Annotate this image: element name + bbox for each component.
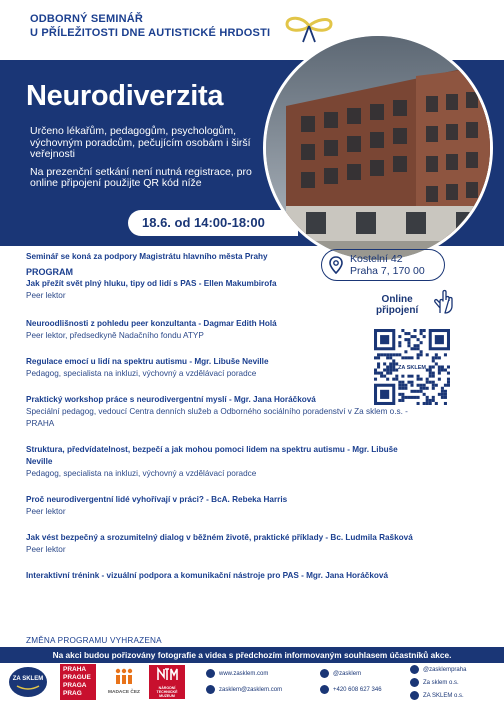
qr-module: [438, 378, 441, 381]
program-item-title: Jak vést bezpečný a srozumitelný dialog v běžném životě, praktické příklady - Bc. Ludmila Rašková: [26, 533, 413, 542]
svg-text:ZA SKLEM: ZA SKLEM: [12, 676, 44, 682]
ntm-line-1: NÁRODNÍ: [158, 686, 176, 690]
program-item-speaker-role: Peer lektor, předsedkyně Nadačního fondu ATYP: [26, 331, 204, 340]
qr-module: [432, 384, 435, 387]
qr-module: [444, 396, 447, 399]
at-icon: [320, 669, 329, 678]
qr-module: [441, 369, 444, 372]
qr-module: [435, 402, 438, 405]
instagram-link[interactable]: [410, 665, 466, 674]
event-title: Neurodiverzita: [26, 80, 224, 112]
globe-icon: [206, 669, 215, 678]
email-link[interactable]: [206, 685, 282, 694]
event-description: [30, 126, 280, 196]
qr-module: [426, 399, 429, 402]
qr-module: [432, 365, 435, 368]
qr-module: [426, 402, 429, 405]
partner-logos: [0, 663, 504, 701]
audience-text: Určeno lékařům, pedagogům, psychologům, výchovným poradcům, pečujícím osobám i širší veřejnosti: [30, 125, 251, 160]
program-list: [26, 278, 426, 582]
instagram-text: @zasklempraha: [423, 666, 467, 673]
qr-module: [432, 381, 435, 384]
seminar-heading: [30, 12, 270, 40]
qr-module: [429, 402, 432, 405]
qr-module: [441, 396, 444, 399]
qr-module: [429, 381, 432, 384]
qr-module: [426, 381, 429, 384]
program-item-speaker-role: Peer lektor: [26, 545, 66, 554]
program-item-title: Struktura, předvídatelnost, bezpečí a jak mohou pomoci lidem na spektru autismu - Mgr. Libuše Neville: [26, 445, 398, 466]
qr-module: [438, 393, 441, 396]
pointing-hand-icon: [432, 289, 454, 315]
website-link[interactable]: [206, 669, 268, 678]
program-change-note: ZMĚNA PROGRAMU VYHRAZENA: [26, 636, 162, 645]
qr-module: [426, 353, 429, 356]
qr-module: [438, 365, 441, 368]
qr-module: [432, 372, 435, 375]
online-line-1: Online: [381, 294, 413, 305]
madace-icon: [112, 667, 136, 685]
qr-module: [435, 356, 438, 359]
qr-module: [432, 356, 435, 359]
youtube-text: ZA SKLEM o.s.: [423, 692, 464, 699]
address-street: Kostelní 42: [350, 253, 403, 265]
qr-module: [441, 387, 444, 390]
building-image: [266, 36, 493, 263]
website-text: www.zasklem.com: [219, 670, 269, 677]
program-item: [26, 278, 426, 302]
madace-cez-logo: [104, 667, 144, 699]
qr-module: [432, 359, 435, 362]
program-heading: PROGRAM: [26, 267, 73, 277]
program-item-title: Neuroodlišnosti z pohledu peer konzultanta - Dagmar Edith Holá: [26, 319, 277, 328]
qr-module: [444, 402, 447, 405]
praha-logo: [60, 664, 96, 700]
instagram-icon: [410, 665, 419, 674]
program-item-speaker-role: Pedagog, specialista na inkluzi, výchovný a vzdělávací poradce: [26, 469, 257, 478]
program-item: [26, 394, 426, 430]
qr-module: [435, 362, 438, 365]
phone-link[interactable]: [320, 685, 382, 694]
madace-text: MADACE ČEZ: [108, 690, 140, 695]
praha-word-4: PRAG: [63, 690, 82, 697]
qr-center-label: ZA SKLEM: [398, 365, 426, 371]
address-city: Praha 7, 170 00: [350, 265, 425, 277]
facebook-link[interactable]: [410, 678, 459, 687]
za-sklem-logo: [8, 666, 48, 698]
photo-consent-notice: Na akci budou pořizovány fotografie a videa s předchozím informovaným souhlasem účastníků akce.: [0, 647, 504, 663]
qr-module: [435, 384, 438, 387]
qr-module: [429, 369, 432, 372]
ntm-line-2: TECHNICKÉ: [156, 690, 178, 695]
social-handle[interactable]: [320, 669, 361, 678]
qr-module: [438, 372, 441, 375]
program-item: [26, 494, 426, 518]
praha-word-1: PRAHA: [63, 666, 87, 673]
qr-module: [429, 372, 432, 375]
praha-word-2: PRAGUE: [63, 674, 91, 681]
qr-module: [441, 390, 444, 393]
qr-module: [426, 396, 429, 399]
infinity-ribbon-icon: [283, 12, 335, 46]
ntm-line-3: MUZEUM: [159, 694, 175, 699]
qr-module: [432, 375, 435, 378]
qr-module: [426, 387, 429, 390]
program-item-title: Proč neurodivergentní lidé vyhořívají v práci? - BcA. Rebeka Harris: [26, 495, 288, 504]
program-item-speaker-role: Speciální pedagog, vedoucí Centra denních služeb a Odborného sociálního poradenství v Za sklem o.s. - PRAHA: [26, 407, 408, 428]
qr-module: [447, 381, 450, 384]
qr-module: [429, 375, 432, 378]
program-item: [26, 318, 426, 342]
qr-module: [438, 356, 441, 359]
social-handle-text: @zasklem: [333, 670, 362, 677]
qr-module: [447, 365, 450, 368]
qr-module: [432, 399, 435, 402]
qr-module: [429, 365, 432, 368]
qr-module: [426, 378, 429, 381]
program-item: [26, 532, 426, 556]
qr-module: [444, 393, 447, 396]
qr-module: [441, 365, 444, 368]
building-photo: [263, 33, 493, 263]
facebook-text: Za sklem o.s.: [423, 679, 459, 686]
qr-module: [438, 369, 441, 372]
program-section: [26, 251, 426, 596]
online-line-2: připojení: [376, 305, 419, 316]
program-item-title: Regulace emocí u lidí na spektru autismu - Mgr. Libuše Neville: [26, 357, 269, 366]
qr-module: [444, 384, 447, 387]
qr-module: [435, 353, 438, 356]
qr-module: [444, 390, 447, 393]
program-item: [26, 356, 426, 380]
qr-module: [447, 384, 450, 387]
heading-line-1: ODBORNÝ SEMINÁŘ: [30, 13, 144, 25]
email-text: zasklem@zasklem.com: [219, 686, 283, 693]
qr-module: [429, 399, 432, 402]
ntm-mark-icon: [156, 667, 178, 681]
qr-module: [444, 369, 447, 372]
program-item-title: Jak přežít svět plný hluku, tipy od lidí s PAS - Ellen Makumbirofa: [26, 279, 277, 288]
program-item-title: Praktický workshop práce s neurodivergentní myslí - Mgr. Jana Horáčková: [26, 395, 316, 404]
facebook-icon: [410, 678, 419, 687]
phone-icon: [320, 685, 329, 694]
qr-module: [426, 369, 429, 372]
praha-word-3: PRAGA: [63, 682, 87, 689]
qr-module: [447, 372, 450, 375]
event-date: 18.6. od 14:00-18:00: [128, 210, 298, 236]
program-item-speaker-role: Peer lektor: [26, 291, 66, 300]
program-item-speaker-role: Peer lektor: [26, 507, 66, 516]
qr-module: [444, 353, 447, 356]
mail-icon: [206, 685, 215, 694]
program-item-title: Interaktivní trénink - vizuální podpora a komunikační nástroje pro PAS - Mgr. Jana Horáčková: [26, 571, 389, 580]
program-item-speaker-role: Pedagog, specialista na inkluzi, výchovný a vzdělávací poradce: [26, 369, 257, 378]
qr-module: [447, 378, 450, 381]
ntm-logo: [149, 665, 185, 699]
program-item: [26, 444, 426, 480]
phone-text: +420 608 627 346: [333, 686, 382, 693]
qr-module: [441, 393, 444, 396]
program-item: [26, 570, 426, 582]
heading-line-2: U PŘÍLEŽITOSTI DNE AUTISTICKÉ HRDOSTI: [30, 27, 271, 39]
support-note: Seminář se koná za podpory Magistrátu hlavního města Prahy: [26, 252, 268, 261]
youtube-link[interactable]: [410, 691, 464, 700]
qr-module: [432, 396, 435, 399]
youtube-icon: [410, 691, 419, 700]
qr-module: [432, 387, 435, 390]
registration-text: Na prezenční setkání není nutná registrace, pro online připojení použijte QR kód níže: [30, 165, 252, 189]
